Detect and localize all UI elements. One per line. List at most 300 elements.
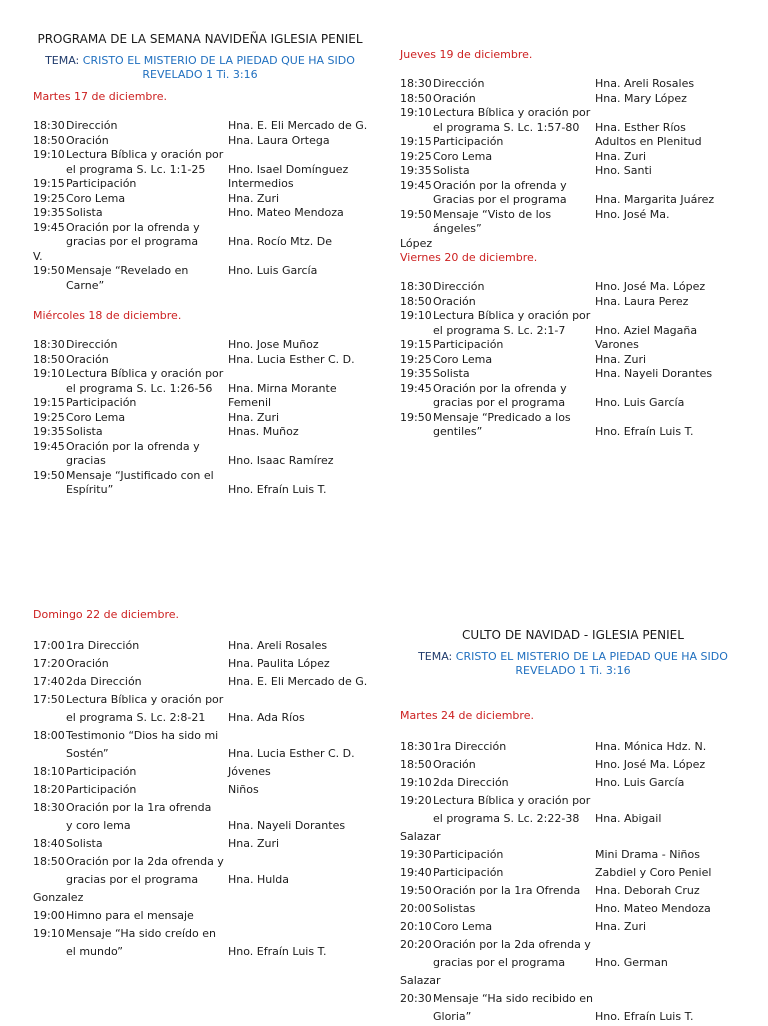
- schedule-person: Hna. Esther Ríos: [595, 120, 686, 134]
- schedule-time: 18:40: [33, 837, 65, 850]
- schedule-activity: Participación: [66, 177, 137, 190]
- schedule-activity: Participación: [433, 848, 504, 861]
- schedule-activity: el mundo”: [66, 945, 123, 958]
- schedule-person: Varones: [595, 338, 639, 351]
- schedule-person: Hno. Mateo Mendoza: [228, 206, 344, 219]
- schedule-activity: Solista: [66, 837, 103, 850]
- schedule-time: 19:45: [400, 178, 432, 192]
- schedule-row: [400, 990, 745, 1008]
- schedule-time: 19:50: [33, 468, 65, 482]
- schedule-row: [33, 134, 378, 149]
- schedule-activity: Mensaje “Visto de los ángeles”: [433, 207, 552, 235]
- schedule-person: [228, 853, 378, 871]
- schedule-row: [33, 411, 378, 426]
- schedule-person: Hna. Areli Rosales: [228, 639, 328, 652]
- schedule-row: [33, 264, 378, 293]
- schedule-person: Hno. Aziel Magaña: [595, 323, 698, 337]
- schedule-activity: Solista: [66, 206, 103, 219]
- schedule-row: [400, 237, 745, 252]
- schedule-activity: Participación: [433, 135, 504, 148]
- schedule-person: [228, 148, 378, 163]
- schedule-time: [33, 871, 66, 889]
- schedule-time: 18:30: [33, 119, 65, 132]
- schedule-person: [595, 936, 745, 954]
- schedule-row: [33, 655, 378, 673]
- schedule-activity: Lectura Bíblica y oración por: [433, 309, 591, 322]
- schedule-row: [400, 280, 745, 295]
- schedule-time: 19:15: [33, 177, 65, 190]
- schedule-activity: Participación: [433, 866, 504, 879]
- schedule-time: [33, 163, 66, 178]
- schedule-person: Hna. Hulda: [228, 873, 289, 886]
- schedule-row: [33, 353, 378, 368]
- schedule-list: [33, 119, 378, 293]
- schedule-time: 19:15: [33, 396, 65, 409]
- schedule-activity: Mensaje “Justificado con el: [66, 468, 214, 482]
- wrapped-text: V.: [33, 249, 43, 263]
- schedule-activity: Himno para el mensaje: [66, 909, 194, 922]
- schedule-person: Hno. Jose Muñoz: [228, 338, 319, 351]
- schedule-person: Hna. Ada Ríos: [228, 711, 305, 724]
- day-heading: Domingo 22 de diciembre.: [33, 608, 180, 621]
- schedule-activity: Solista: [66, 425, 103, 438]
- schedule-row: [400, 179, 745, 194]
- schedule-activity: Lectura Bíblica y oración por: [66, 148, 224, 161]
- schedule-person: Hna. Laura Ortega: [228, 133, 330, 147]
- schedule-time: [33, 454, 66, 469]
- schedule-time: 17:40: [33, 675, 65, 688]
- schedule-row: [33, 396, 378, 411]
- schedule-row: [33, 835, 378, 853]
- schedule-time: 19:50: [400, 884, 432, 897]
- schedule-time: [33, 943, 66, 961]
- theme-text-line-2: REVELADO 1 Ti. 3:16: [515, 664, 631, 677]
- schedule-activity: 2da Dirección: [66, 675, 142, 688]
- schedule-row: [33, 799, 378, 817]
- schedule-time: 17:00: [33, 639, 65, 652]
- schedule-activity: Oración por la ofrenda y: [433, 381, 567, 395]
- schedule-row: [400, 106, 745, 121]
- schedule-row: [400, 121, 745, 136]
- schedule-time: [33, 745, 66, 763]
- schedule-row: [400, 792, 745, 810]
- schedule-activity: Coro Lema: [66, 191, 126, 205]
- day-section-domingo-22: [33, 608, 378, 961]
- schedule-person: Hna. Paulita López: [228, 657, 330, 670]
- schedule-activity: el programa S. Lc. 2:1-7: [433, 323, 566, 337]
- schedule-row: [33, 853, 378, 871]
- schedule-row: [400, 810, 745, 828]
- schedule-activity: Oración por la 1ra Ofrenda: [433, 884, 581, 897]
- schedule-row: [400, 738, 745, 756]
- schedule-person: Hna. Nayeli Dorantes: [595, 367, 713, 380]
- schedule-row: [400, 1008, 745, 1026]
- schedule-activity: Dirección: [433, 77, 485, 90]
- schedule-time: 18:50: [400, 91, 432, 105]
- schedule-person: Hna. Nayeli Dorantes: [228, 819, 346, 832]
- schedule-person: Hno. Luis García: [595, 776, 685, 789]
- schedule-time: 19:25: [33, 410, 65, 424]
- wrapped-text: Salazar: [400, 830, 441, 843]
- schedule-row: [400, 164, 745, 179]
- schedule-person: [595, 179, 745, 194]
- schedule-activity: Lectura Bíblica y oración por: [433, 794, 591, 807]
- schedule-time: 17:50: [33, 693, 65, 706]
- schedule-person: Hna. Mirna Morante: [228, 381, 337, 395]
- schedule-row: [400, 900, 745, 918]
- day-heading: Viernes 20 de diciembre.: [400, 251, 538, 264]
- schedule-list: [400, 738, 745, 1026]
- wrapped-text: Gonzalez: [33, 891, 84, 904]
- christmas-header: [400, 628, 746, 678]
- schedule-time: 19:10: [33, 927, 65, 940]
- schedule-row: [33, 637, 378, 655]
- schedule-person: Hna. Zuri: [228, 410, 280, 424]
- schedule-person: [595, 106, 745, 121]
- schedule-row: [400, 954, 745, 972]
- schedule-person: Hno. José Ma. López: [595, 758, 706, 771]
- schedule-row: [400, 338, 745, 353]
- schedule-activity: Mensaje “Revelado en Carne”: [66, 264, 189, 292]
- schedule-activity: el programa S. Lc. 2:8-21: [66, 711, 206, 724]
- schedule-person: Hna. Lucia Esther C. D.: [228, 352, 355, 366]
- schedule-time: 18:50: [33, 352, 65, 366]
- schedule-person: [228, 691, 378, 709]
- schedule-activity: el programa S. Lc. 1:26-56: [66, 381, 213, 395]
- schedule-activity: Solista: [433, 164, 470, 177]
- schedule-person: Hno. Efraín Luis T.: [228, 483, 327, 496]
- schedule-person: [228, 221, 378, 236]
- schedule-row: [400, 411, 745, 426]
- day-section-martes-17: [33, 90, 378, 293]
- schedule-row: [400, 828, 745, 846]
- schedule-time: [33, 817, 66, 835]
- schedule-row: [33, 454, 378, 469]
- schedule-time: 18:30: [400, 77, 432, 90]
- schedule-row: [33, 119, 378, 134]
- schedule-activity: Sostén”: [66, 747, 109, 760]
- schedule-activity: 1ra Dirección: [433, 740, 507, 753]
- schedule-person: Hna. Zuri: [595, 149, 647, 163]
- schedule-time: 18:30: [33, 801, 65, 814]
- schedule-activity: el programa S. Lc. 1:1-25: [66, 162, 206, 176]
- wrapped-text: López: [400, 236, 433, 250]
- schedule-activity: Oración por la 1ra ofrenda: [66, 801, 212, 814]
- schedule-time: 17:20: [33, 657, 65, 670]
- schedule-person: Hno. Santi: [595, 164, 652, 177]
- schedule-time: [400, 810, 433, 828]
- program-theme: [32, 54, 368, 82]
- schedule-row: [33, 673, 378, 691]
- schedule-activity: gentiles”: [433, 425, 483, 438]
- schedule-person: [228, 925, 378, 943]
- schedule-activity: gracias por el programa: [433, 956, 566, 969]
- schedule-row: [33, 763, 378, 781]
- schedule-time: 19:15: [400, 338, 432, 351]
- schedule-time: 19:45: [33, 439, 65, 453]
- schedule-time: 20:00: [400, 902, 432, 915]
- schedule-time: 19:45: [400, 381, 432, 395]
- schedule-row: [33, 745, 378, 763]
- schedule-list: [400, 280, 745, 440]
- schedule-row: [400, 295, 745, 310]
- schedule-person: [595, 990, 745, 1008]
- schedule-list: [33, 338, 378, 498]
- schedule-activity: Coro Lema: [433, 149, 493, 163]
- schedule-row: [33, 148, 378, 163]
- day-section-jueves-19: [400, 48, 745, 251]
- schedule-person: Hno. Isaac Ramírez: [228, 454, 334, 467]
- day-section-viernes-20: [400, 251, 745, 440]
- christmas-title: CULTO DE NAVIDAD - IGLESIA PENIEL: [462, 628, 684, 642]
- schedule-person: [595, 382, 745, 397]
- schedule-time: 19:20: [400, 794, 432, 807]
- schedule-row: [400, 756, 745, 774]
- schedule-person: [595, 309, 745, 324]
- schedule-person: Intermedios: [228, 177, 294, 190]
- schedule-row: [33, 925, 378, 943]
- schedule-activity: Oración por la 2da ofrenda y: [433, 938, 591, 951]
- schedule-row: [33, 382, 378, 397]
- schedule-time: [33, 382, 66, 397]
- schedule-person: [228, 799, 378, 817]
- schedule-person: Hna. E. Eli Mercado de G.: [228, 119, 368, 132]
- schedule-time: 19:25: [400, 149, 432, 163]
- schedule-activity: el programa S. Lc. 1:57-80: [433, 120, 580, 134]
- schedule-person: Hna. Zuri: [595, 352, 647, 366]
- schedule-activity: el programa S. Lc. 2:22-38: [433, 812, 580, 825]
- schedule-time: 19:10: [400, 776, 432, 789]
- schedule-time: 18:10: [33, 765, 65, 778]
- schedule-time: 19:35: [33, 425, 65, 438]
- schedule-person: Hno. German: [595, 956, 668, 969]
- schedule-row: [400, 309, 745, 324]
- schedule-row: [33, 235, 378, 250]
- schedule-row: [33, 907, 378, 925]
- schedule-time: 19:10: [400, 309, 432, 322]
- schedule-activity: Participación: [433, 338, 504, 351]
- schedule-activity: Lectura Bíblica y oración por: [433, 106, 591, 119]
- schedule-row: [33, 440, 378, 455]
- schedule-person: Hna. Mary López: [595, 91, 687, 105]
- schedule-person: Hna. Mónica Hdz. N.: [595, 740, 707, 753]
- schedule-activity: Oración: [433, 758, 476, 771]
- schedule-row: [33, 250, 378, 265]
- schedule-time: 18:50: [33, 855, 65, 868]
- schedule-time: 18:30: [400, 280, 432, 293]
- schedule-row: [33, 727, 378, 745]
- schedule-person: Hna. E. Eli Mercado de G.: [228, 675, 368, 688]
- program-title: PROGRAMA DE LA SEMANA NAVIDEÑA IGLESIA PENIEL: [37, 32, 363, 46]
- schedule-person: Hna. Zuri: [228, 837, 280, 850]
- schedule-activity: Espíritu”: [66, 483, 114, 496]
- schedule-row: [400, 425, 745, 440]
- schedule-time: 19:10: [400, 106, 432, 119]
- schedule-time: 19:35: [33, 206, 65, 219]
- schedule-person: Niños: [228, 783, 259, 796]
- schedule-row: [400, 396, 745, 411]
- schedule-time: [400, 193, 433, 208]
- day-heading: Miércoles 18 de diciembre.: [33, 309, 182, 322]
- schedule-row: [400, 353, 745, 368]
- schedule-row: [400, 382, 745, 397]
- schedule-activity: Dirección: [66, 119, 118, 132]
- schedule-time: 19:00: [33, 909, 65, 922]
- schedule-row: [33, 338, 378, 353]
- schedule-person: Hna. Laura Perez: [595, 294, 689, 308]
- schedule-activity: Mensaje “Ha sido creído en: [66, 927, 216, 940]
- schedule-person: Mini Drama - Niños: [595, 848, 700, 861]
- schedule-person: [228, 367, 378, 382]
- day-heading: Martes 17 de diciembre.: [33, 90, 167, 103]
- schedule-person: Hna. Margarita Juárez: [595, 193, 715, 206]
- schedule-activity: Coro Lema: [66, 410, 126, 424]
- schedule-row: [33, 163, 378, 178]
- schedule-person: Hna. Lucia Esther C. D.: [228, 747, 355, 760]
- schedule-person: Hna. Rocío Mtz. De: [228, 235, 332, 248]
- schedule-row: [400, 936, 745, 954]
- schedule-list: [400, 77, 745, 251]
- schedule-row: [400, 972, 745, 990]
- schedule-time: 20:10: [400, 920, 432, 933]
- schedule-row: [33, 192, 378, 207]
- schedule-row: [33, 483, 378, 498]
- day-section-miercoles-18: [33, 309, 378, 498]
- schedule-person: [228, 469, 378, 484]
- schedule-time: 19:50: [400, 207, 432, 221]
- schedule-time: [400, 324, 433, 339]
- schedule-person: Adultos en Plenitud: [595, 135, 702, 148]
- schedule-row: [400, 92, 745, 107]
- schedule-time: 19:35: [400, 367, 432, 380]
- theme-label: TEMA:: [45, 54, 80, 67]
- schedule-time: 20:20: [400, 938, 432, 951]
- schedule-time: 19:40: [400, 866, 432, 879]
- schedule-row: [400, 864, 745, 882]
- program-header: [32, 32, 368, 82]
- schedule-time: 20:30: [400, 992, 432, 1005]
- schedule-list: [33, 637, 378, 961]
- schedule-activity: Participación: [66, 765, 137, 778]
- schedule-row: [33, 889, 378, 907]
- schedule-row: [33, 206, 378, 221]
- schedule-person: [228, 440, 378, 455]
- schedule-person: Hna. Abigail: [595, 812, 662, 825]
- schedule-activity: Oración por la ofrenda y: [66, 439, 200, 453]
- schedule-person: Hno. Luis García: [595, 396, 685, 409]
- schedule-time: [400, 1008, 433, 1026]
- schedule-activity: Oración por la ofrenda y: [66, 220, 200, 234]
- schedule-row: [400, 324, 745, 339]
- schedule-time: 18:30: [400, 740, 432, 753]
- schedule-time: 19:10: [33, 367, 65, 380]
- wrapped-text: Salazar: [400, 974, 441, 987]
- schedule-row: [400, 918, 745, 936]
- schedule-person: Femenil: [228, 396, 272, 409]
- schedule-activity: Coro Lema: [433, 920, 493, 933]
- schedule-time: 19:15: [400, 135, 432, 148]
- schedule-activity: Oración: [66, 657, 109, 670]
- schedule-time: 19:10: [33, 148, 65, 161]
- schedule-row: [33, 469, 378, 484]
- theme-text-line-2: REVELADO 1 Ti. 3:16: [142, 68, 258, 81]
- schedule-activity: Coro Lema: [433, 352, 493, 366]
- schedule-time: [400, 121, 433, 136]
- schedule-person: Hna. Zuri: [595, 920, 647, 933]
- schedule-activity: gracias por el programa: [66, 235, 199, 248]
- day-heading: Martes 24 de diciembre.: [400, 709, 534, 722]
- schedule-row: [33, 177, 378, 192]
- theme-text-line-1: CRISTO EL MISTERIO DE LA PIEDAD QUE HA SIDO: [82, 54, 355, 67]
- schedule-row: [400, 150, 745, 165]
- schedule-activity: 2da Dirección: [433, 776, 509, 789]
- day-heading: Jueves 19 de diciembre.: [400, 48, 533, 61]
- schedule-person: Hno. Luis García: [228, 264, 318, 277]
- schedule-person: Hno. Isael Domínguez: [228, 162, 349, 176]
- schedule-person: [228, 727, 378, 745]
- schedule-time: 19:50: [33, 264, 65, 277]
- schedule-activity: Solista: [433, 367, 470, 380]
- schedule-time: 19:30: [400, 848, 432, 861]
- schedule-row: [33, 367, 378, 382]
- schedule-time: [33, 483, 66, 498]
- schedule-time: 18:50: [400, 758, 432, 771]
- schedule-person: Hna. Areli Rosales: [595, 77, 695, 90]
- schedule-row: [400, 774, 745, 792]
- schedule-activity: Lectura Bíblica y oración por: [66, 367, 224, 380]
- schedule-activity: 1ra Dirección: [66, 639, 140, 652]
- day-section-martes-24: [400, 709, 745, 1026]
- schedule-time: 18:20: [33, 783, 65, 796]
- schedule-activity: Dirección: [433, 280, 485, 293]
- schedule-person: [595, 411, 745, 426]
- schedule-activity: Mensaje “Ha sido recibido en: [433, 992, 594, 1005]
- schedule-activity: Oración por la 2da ofrenda y: [66, 855, 224, 868]
- theme-text-line-1: CRISTO EL MISTERIO DE LA PIEDAD QUE HA SIDO: [455, 650, 728, 663]
- schedule-row: [33, 781, 378, 799]
- schedule-time: 18:50: [400, 294, 432, 308]
- schedule-row: [33, 709, 378, 727]
- schedule-time: [400, 396, 433, 411]
- schedule-time: 19:25: [33, 191, 65, 205]
- schedule-activity: Mensaje “Predicado a los: [433, 410, 571, 424]
- schedule-activity: gracias por el programa: [433, 396, 566, 409]
- schedule-row: [33, 817, 378, 835]
- schedule-person: [595, 792, 745, 810]
- schedule-activity: Lectura Bíblica y oración por: [66, 693, 224, 706]
- schedule-time: 19:50: [400, 410, 432, 424]
- schedule-time: 18:50: [33, 133, 65, 147]
- schedule-row: [400, 367, 745, 382]
- schedule-person: Hno. Mateo Mendoza: [595, 902, 711, 915]
- schedule-time: 18:00: [33, 729, 65, 742]
- schedule-activity: Dirección: [66, 338, 118, 351]
- schedule-time: [400, 954, 433, 972]
- schedule-person: Hno. Efraín Luis T.: [228, 945, 327, 958]
- schedule-activity: Oración por la ofrenda y: [433, 178, 567, 192]
- schedule-person: Hno. Efraín Luis T.: [595, 1010, 694, 1023]
- schedule-activity: Participación: [66, 783, 137, 796]
- theme-label: TEMA:: [418, 650, 453, 663]
- schedule-row: [400, 882, 745, 900]
- schedule-row: [400, 135, 745, 150]
- schedule-activity: Solistas: [433, 902, 476, 915]
- schedule-person: [228, 907, 378, 925]
- schedule-person: Hno. José Ma.: [595, 207, 670, 221]
- schedule-person: Hna. Zuri: [228, 191, 280, 205]
- schedule-row: [400, 77, 745, 92]
- schedule-activity: gracias: [66, 454, 106, 467]
